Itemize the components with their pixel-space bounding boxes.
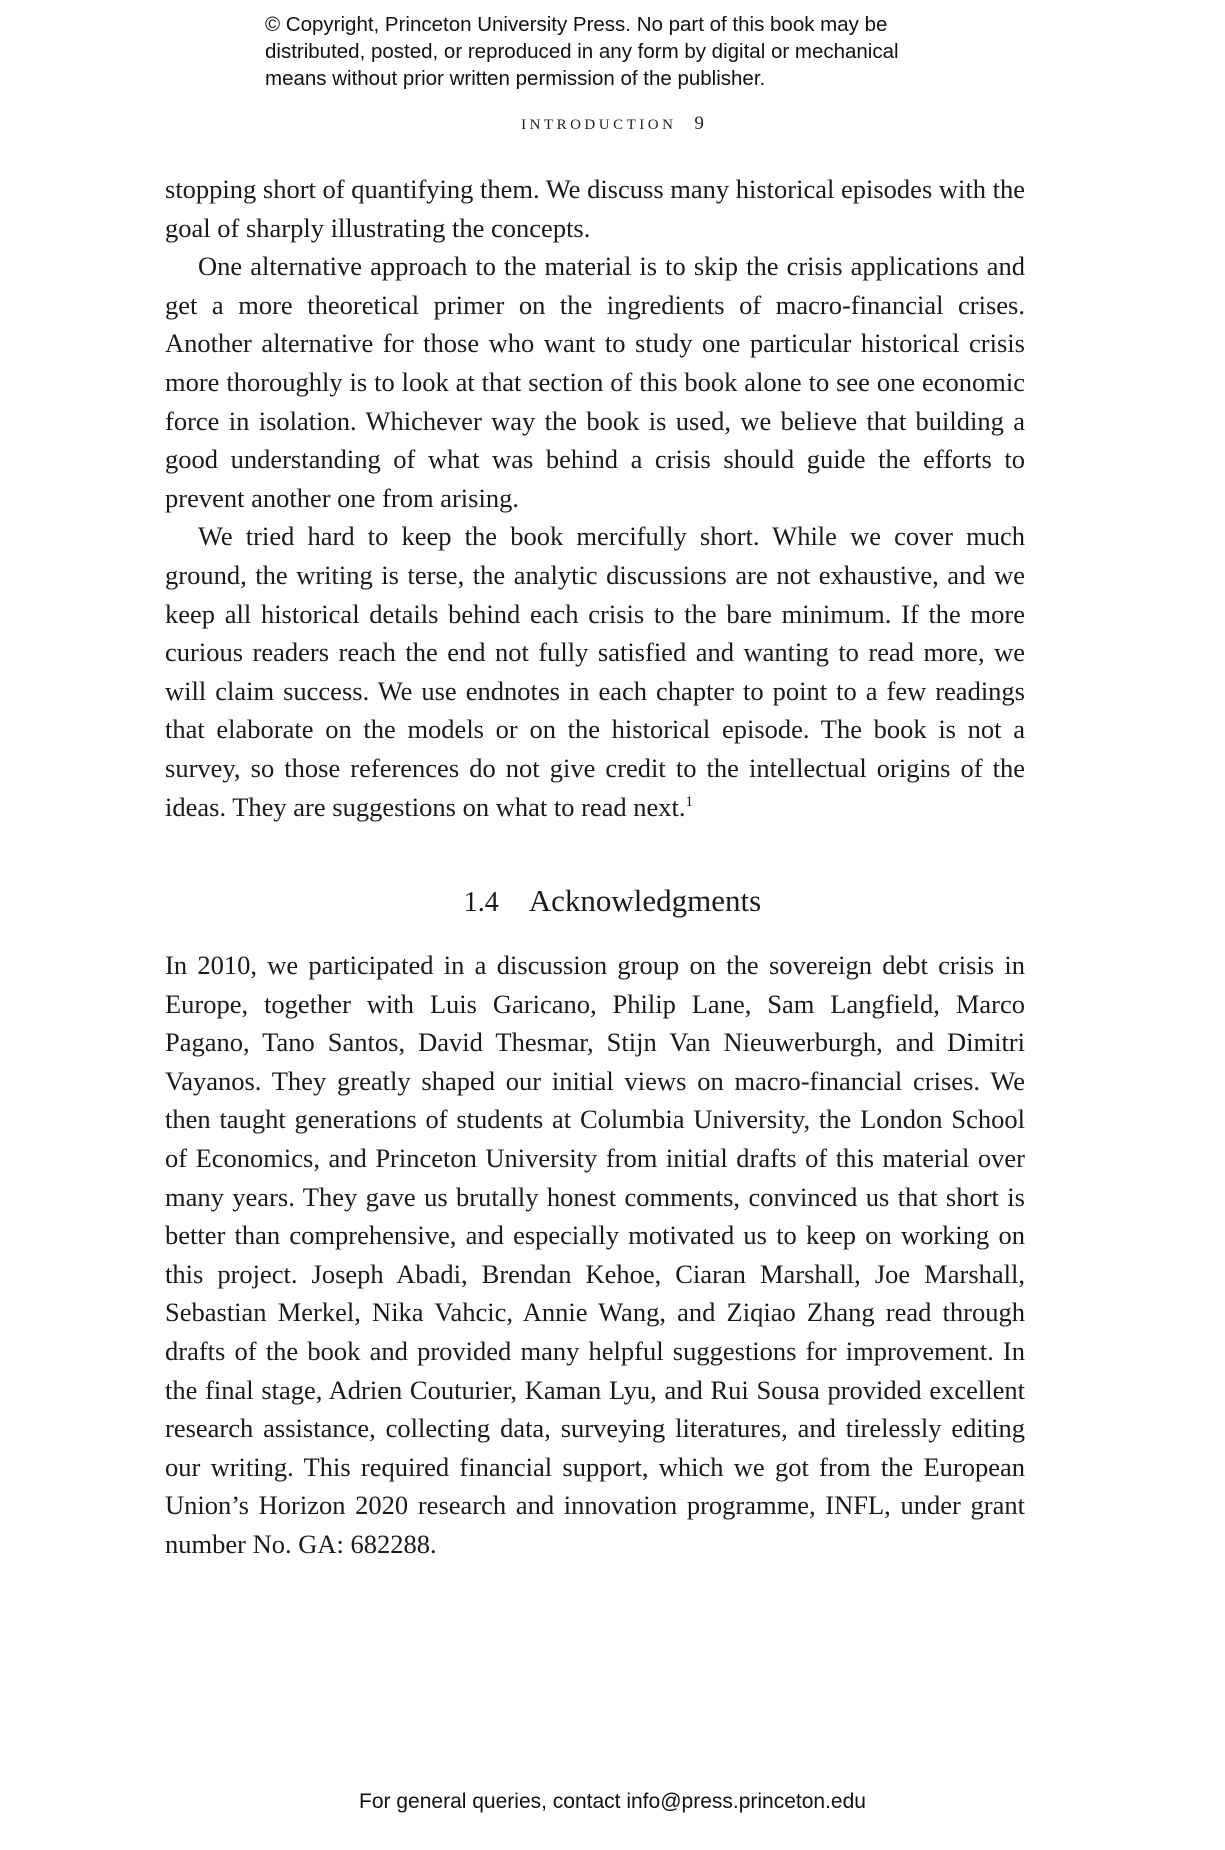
paragraph-3-text: We tried hard to keep the book mercifully short. While we cover much ground, the writing is terse, the analytic discussions are not exhaustive, and we keep all historical details behind each crisis to the bare minimum. If the more curious readers reach the end not fully satisfied and wanting to read more, we will claim success. We use endnotes in each chapter to point to a few readings that elaborate on the models or on the historical episode. The book is not a survey, so those references do not give credit to the intellectual origins of the ideas. They are suggestions on what to read next.: [165, 521, 1025, 822]
acknowledgments-paragraph: In 2010, we participated in a discussion group on the sovereign debt crisis in Europe, together with Luis Garicano, Philip Lane, Sam Langfield, Marco Pagano, Tano Santos, David Thesmar, Stijn Van Nieuwerburgh, and Dimitri Vayanos. They greatly shaped our initial views on macro-financial crises. We then taught generations of students at Columbia University, the London School of Economics, and Princeton University from initial drafts of this material over many years. They gave us brutally honest comments, convinced us that short is better than comprehensive, and especially motivated us to keep on working on this project. Joseph Abadi, Brendan Kehoe, Ciaran Marshall, Joe Marshall, Sebastian Merkel, Nika Vahcic, Annie Wang, and Ziqiao Zhang read through drafts of the book and provided many helpful suggestions for improvement. In the final stage, Adrien Couturier, Kaman Lyu, and Rui Sousa provided excellent research assistance, collecting data, surveying literatures, and tirelessly editing our writing. This required financial support, which we got from the European Union’s Horizon 2020 research and innovation programme, INFL, under grant number No. GA: 682288.: [165, 950, 1025, 1559]
paragraph-3: [165, 517, 1025, 826]
acknowledgments-block: [165, 946, 1025, 1564]
copyright-line-1: © Copyright, Princeton University Press. No part of this book may be: [265, 13, 888, 36]
running-head-title: INTRODUCTION: [521, 117, 677, 133]
paragraph-2: One alternative approach to the material is to skip the crisis applications and get a more theoretical primer on the ingredients of macro-financial crises. Another alternative for those who want to study one particular historical crisis more thoroughly is to look at that section of this book alone to see one economic force in isolation. Whichever way the book is used, we believe that building a good understanding of what was behind a crisis should guide the efforts to prevent another one from arising.: [165, 251, 1025, 513]
copyright-notice: [265, 11, 1025, 92]
footer-contact: For general queries, contact info@press.princeton.edu: [359, 1790, 866, 1813]
copyright-line-3: means without prior written permission of the publisher.: [265, 67, 766, 90]
footnote-marker[interactable]: 1: [685, 793, 694, 810]
paragraph-1: stopping short of quantifying them. We discuss many historical episodes with the goal of sharply illustrating the concepts.: [165, 174, 1025, 243]
section-number: 1.4: [463, 887, 499, 918]
copyright-line-2: distributed, posted, or reproduced in any form by digital or mechanical: [265, 40, 899, 63]
running-head: [0, 113, 1225, 135]
section-title: Acknowledgments: [528, 883, 762, 918]
page-number: 9: [694, 113, 704, 134]
section-heading: [0, 883, 1225, 919]
body-text-block: [165, 170, 1025, 826]
